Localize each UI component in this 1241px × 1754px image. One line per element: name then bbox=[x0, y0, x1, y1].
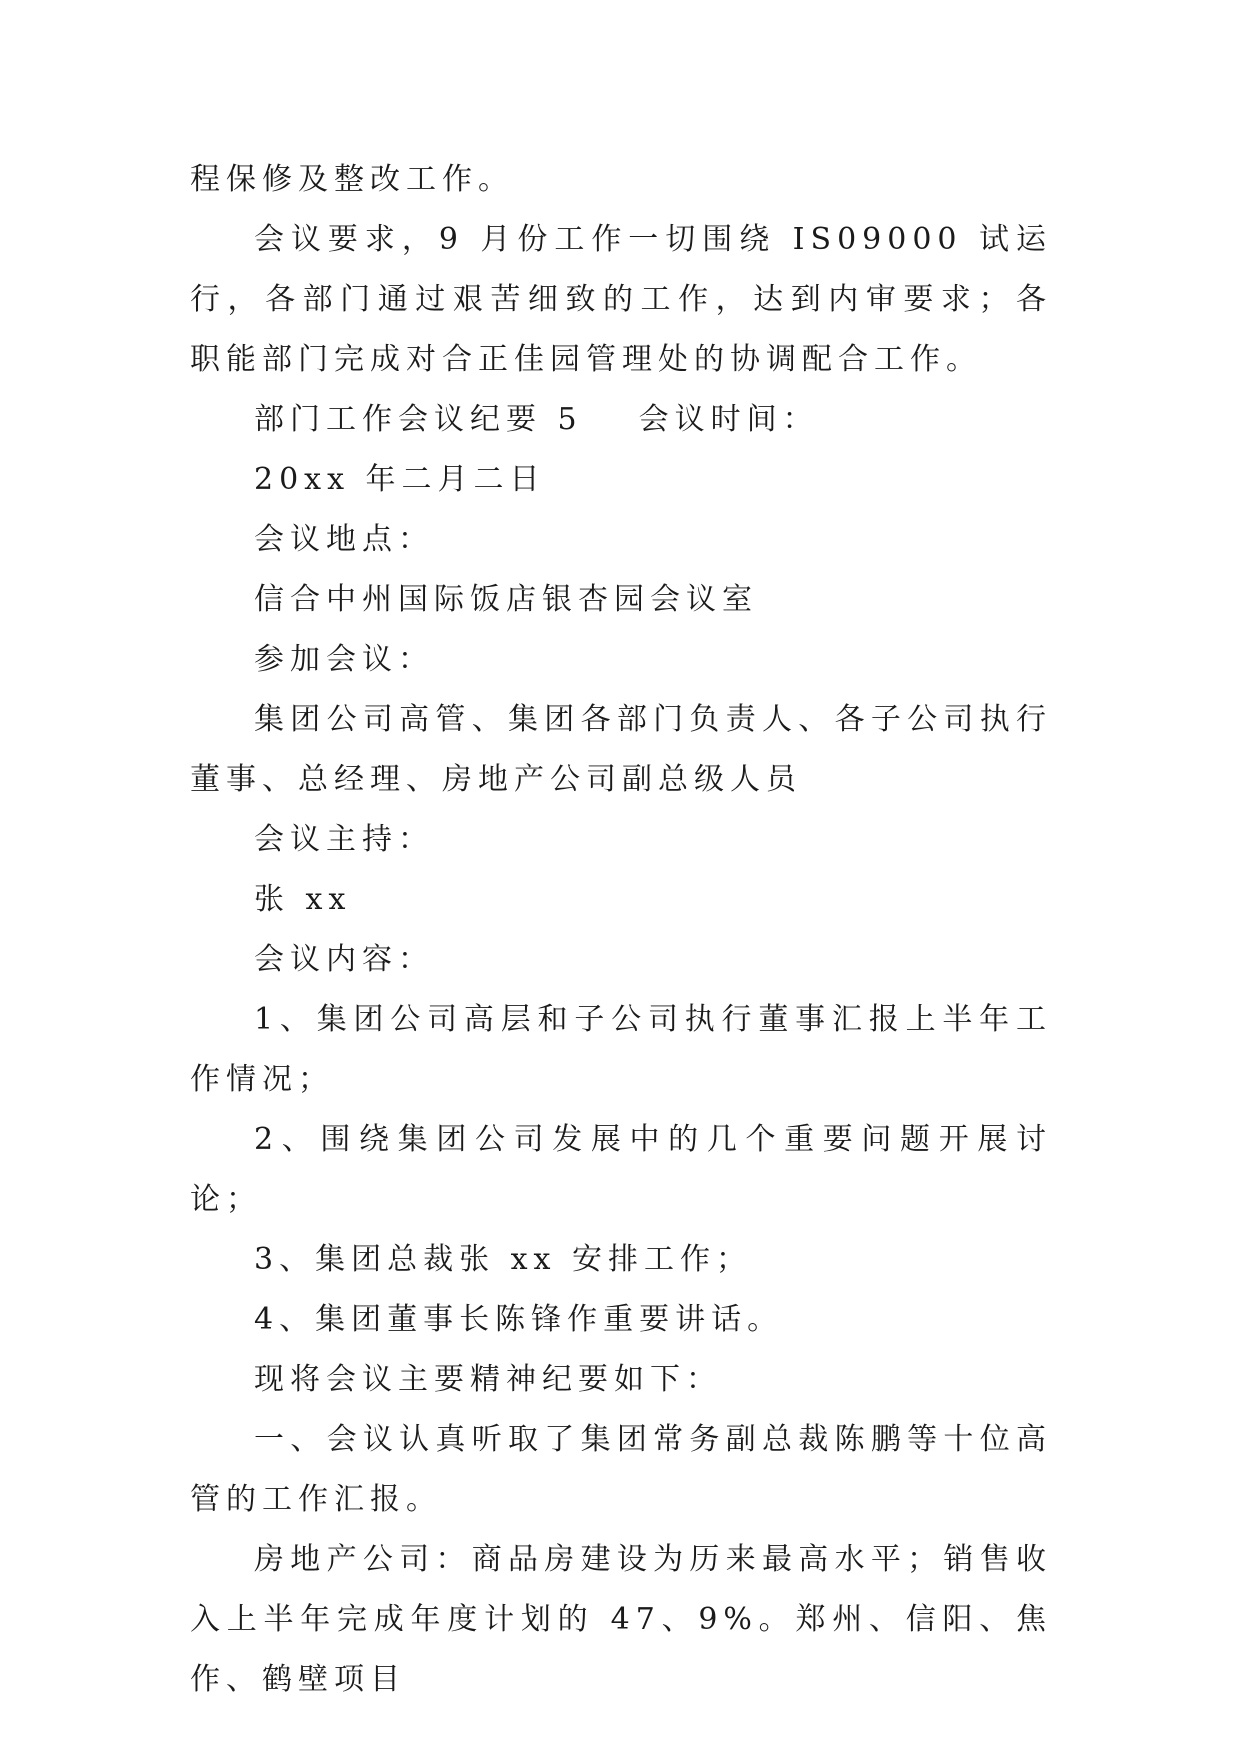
host-label: 会议主持： bbox=[254, 822, 434, 857]
agenda-item-3: 3、集团总裁张 xx 安排工作； bbox=[254, 1242, 752, 1277]
agenda-item-2: 2、围绕集团公司发展中的几个重要问题开展讨论； bbox=[190, 1122, 1052, 1217]
real-estate-report: 房地产公司：商品房建设为历来最高水平；销售收入上半年完成年度计划的 47、9%。郑州、信阳、焦作、鹤壁项目 bbox=[190, 1542, 1052, 1697]
meeting-time-label: 会议时间： bbox=[638, 402, 819, 437]
agenda-item-4: 4、集团董事长陈锋作重要讲话。 bbox=[254, 1302, 784, 1337]
section-title: 部门工作会议纪要 5 bbox=[254, 402, 583, 437]
meeting-location-label: 会议地点： bbox=[254, 522, 434, 557]
meeting-date: 20xx 年二月二日 bbox=[254, 462, 546, 497]
agenda-item-1: 1、集团公司高层和子公司执行董事汇报上半年工作情况； bbox=[190, 1002, 1052, 1097]
document-body bbox=[190, 150, 1052, 1710]
meeting-location: 信合中州国际饭店银杏园会议室 bbox=[254, 582, 758, 617]
content-label: 会议内容： bbox=[254, 942, 434, 977]
summary-intro: 现将会议主要精神纪要如下： bbox=[254, 1362, 722, 1397]
host-name: 张 xx bbox=[254, 882, 352, 917]
paragraph-continuation: 程保修及整改工作。 bbox=[190, 162, 514, 197]
attendees-label: 参加会议： bbox=[254, 642, 434, 677]
section-heading-line bbox=[190, 390, 1052, 450]
summary-point-1: 一、会议认真听取了集团常务副总裁陈鹏等十位高管的工作汇报。 bbox=[190, 1422, 1052, 1517]
attendees: 集团公司高管、集团各部门负责人、各子公司执行董事、总经理、房地产公司副总级人员 bbox=[190, 702, 1052, 797]
paragraph-meeting-requirements: 会议要求，9 月份工作一切围绕 IS09000 试运行，各部门通过艰苦细致的工作，达到内审要求；各职能部门完成对合正佳园管理处的协调配合工作。 bbox=[190, 222, 1052, 377]
